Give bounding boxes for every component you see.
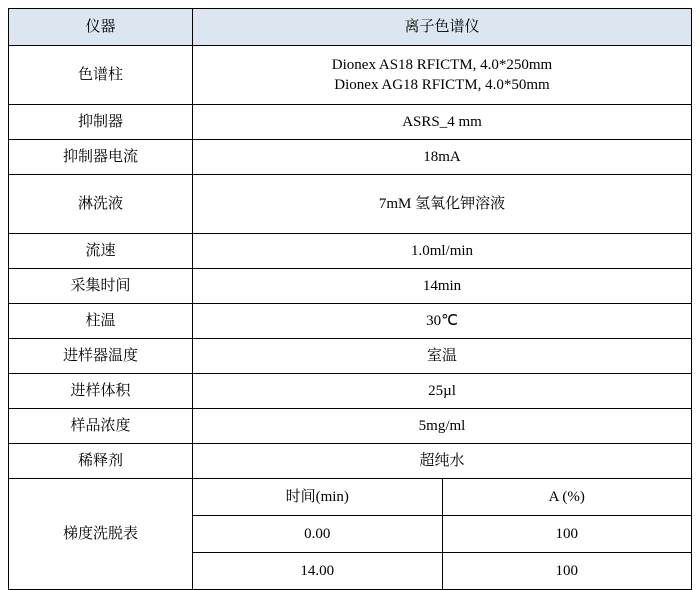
row-value-suppressor-current: 18mA [193, 140, 692, 175]
row-value-eluent: 7mM 氢氧化钾溶液 [193, 175, 692, 234]
table-row [9, 46, 692, 105]
row-label-injector-temperature: 进样器温度 [9, 339, 193, 374]
row-value-column [193, 46, 692, 105]
gradient-cell-time: 14.00 [193, 553, 443, 590]
row-value-injection-volume: 25µl [193, 374, 692, 409]
table-row [9, 140, 692, 175]
row-label-eluent: 淋洗液 [9, 175, 193, 234]
row-label-acquisition-time: 采集时间 [9, 269, 193, 304]
row-label-column: 色谱柱 [9, 46, 193, 105]
row-value-flow-rate: 1.0ml/min [193, 234, 692, 269]
gradient-header-row [9, 479, 692, 516]
row-label-suppressor: 抑制器 [9, 105, 193, 140]
row-value-diluent: 超纯水 [193, 444, 692, 479]
table-row [9, 234, 692, 269]
gradient-column-a: A (%) [442, 479, 692, 516]
table-row [9, 269, 692, 304]
row-value-suppressor: ASRS_4 mm [193, 105, 692, 140]
row-label-diluent: 稀释剂 [9, 444, 193, 479]
row-label-suppressor-current: 抑制器电流 [9, 140, 193, 175]
row-value-injector-temperature: 室温 [193, 339, 692, 374]
row-label-sample-concentration: 样品浓度 [9, 409, 193, 444]
table-row [9, 374, 692, 409]
table-row [9, 444, 692, 479]
table-header-row [9, 9, 692, 46]
header-cell-instrument: 仪器 [9, 9, 193, 46]
row-label-column-temperature: 柱温 [9, 304, 193, 339]
row-value-column-temperature: 30℃ [193, 304, 692, 339]
row-label-injection-volume: 进样体积 [9, 374, 193, 409]
row-value-acquisition-time: 14min [193, 269, 692, 304]
instrument-spec-table [8, 8, 692, 590]
table-body [9, 9, 692, 590]
value-line: Dionex AS18 RFICTM, 4.0*250mm [331, 56, 553, 73]
table-row [9, 304, 692, 339]
table-row [9, 175, 692, 234]
header-cell-ion-chromatograph: 离子色谱仪 [193, 9, 692, 46]
row-value-sample-concentration: 5mg/ml [193, 409, 692, 444]
table-row [9, 409, 692, 444]
row-label-gradient-table: 梯度洗脱表 [9, 479, 193, 590]
gradient-cell-a: 100 [442, 553, 692, 590]
table-row [9, 105, 692, 140]
gradient-cell-time: 0.00 [193, 516, 443, 553]
gradient-column-time: 时间(min) [193, 479, 443, 516]
gradient-cell-a: 100 [442, 516, 692, 553]
row-label-flow-rate: 流速 [9, 234, 193, 269]
value-line: Dionex AG18 RFICTM, 4.0*50mm [334, 77, 550, 93]
table-row [9, 339, 692, 374]
